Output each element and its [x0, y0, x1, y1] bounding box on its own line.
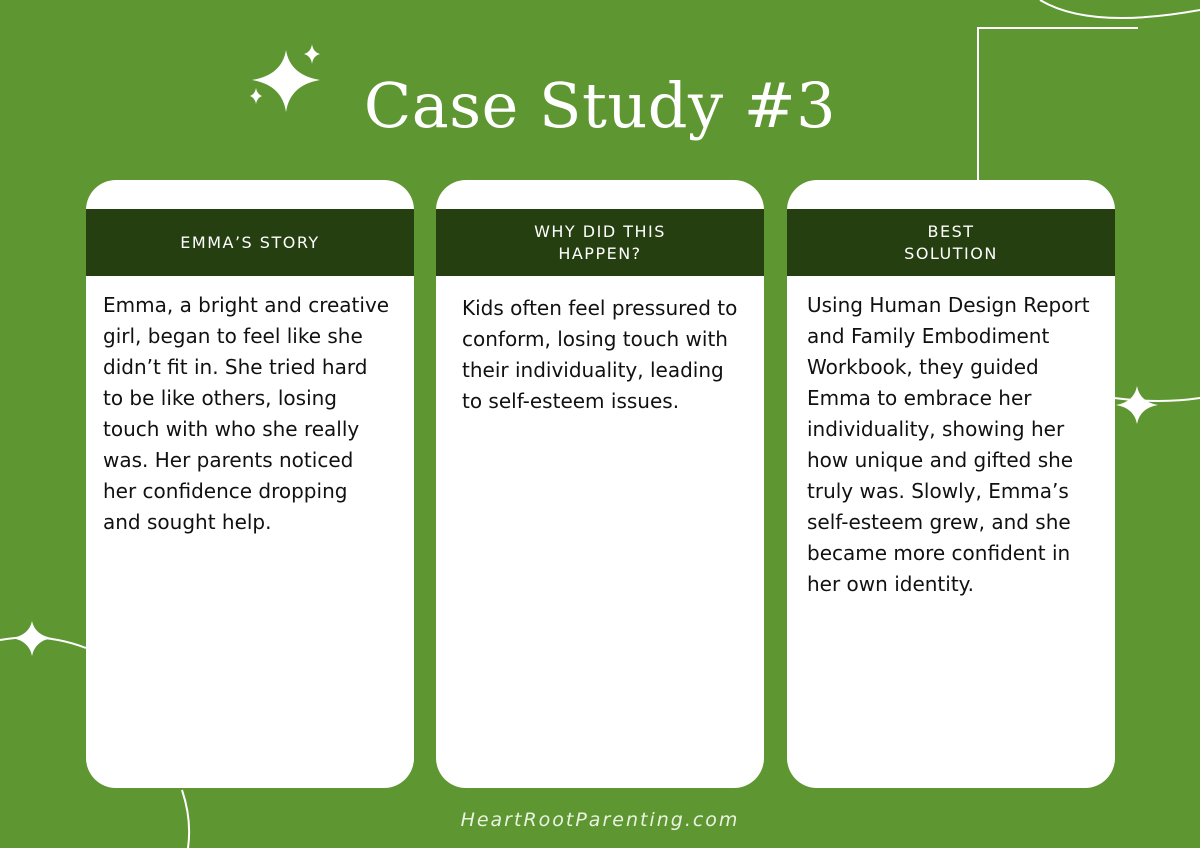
card-emmas-story [86, 180, 414, 788]
website-footer: HeartRootParenting.com [460, 809, 740, 831]
card-best-solution [787, 180, 1115, 788]
card-body: Using Human Design Report and Family Embodiment Workbook, they guided Emma to embrace her individuality, showing her how unique and gifted she truly was. Slowly, Emma’s self-esteem grew, and she became more confident in her own identity. [807, 293, 1090, 596]
card-header: EMMA’S STORY [86, 209, 414, 276]
page-title: Case Study #3 [363, 69, 837, 142]
card-header: BEST SOLUTION [787, 209, 1115, 276]
card-header: WHY DID THIS HAPPEN? [436, 209, 764, 276]
card-why-did-this-happen [436, 180, 764, 788]
card-body: Emma, a bright and creative girl, began to feel like she didn’t fit in. She tried hard to be like others, losing touch with who she really was. Her parents noticed her confidence dropping and sought help. [103, 293, 390, 534]
card-body: Kids often feel pressured to conform, losing touch with their individuality, leading to self-esteem issues. [462, 296, 738, 413]
